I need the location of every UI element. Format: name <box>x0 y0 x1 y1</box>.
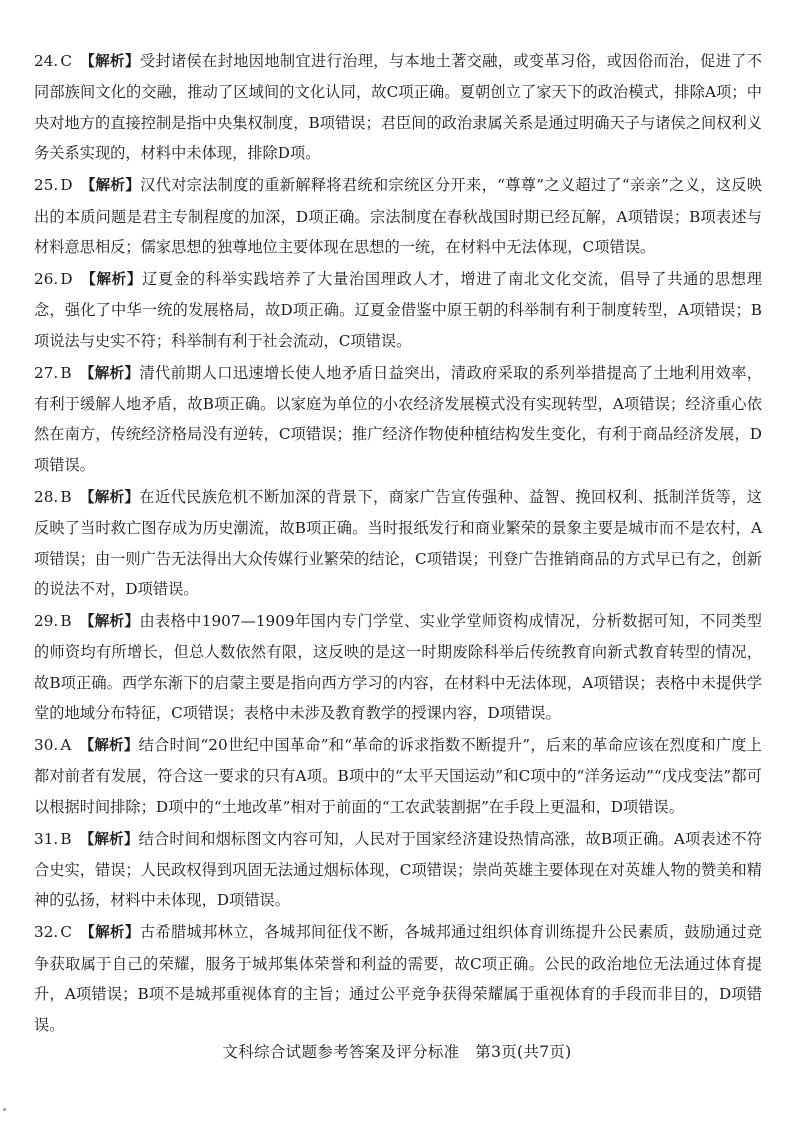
answer-choice: B <box>60 363 72 382</box>
analysis-text: 古希腊城邦林立，各城邦间征伐不断，各城邦通过组织体育训练提升公民素质，鼓励通过竞争获取属于自己的荣耀，服务于城邦集体荣誉和利益的需要，故C项正确。公民的政治地位无法通过体育提升，A项错误；B项不是城邦重视体育的主旨；通过公平竞争获得荣耀属于重视体育的手段而非目的，D项错误。 <box>34 923 762 1034</box>
answer-number: 30. <box>34 735 59 754</box>
analysis-tag: 【解析】 <box>79 613 140 630</box>
answer-choice: A <box>60 735 72 754</box>
answer-number: 24. <box>34 52 59 70</box>
answer-number: 26. <box>34 269 59 288</box>
analysis-text: 由表格中1907—1909年国内专门学堂、实业学堂师资构成情况，分析数据可知，不同类型的师资均有所增长，但总人数依然有限，这反映的是这一时期废除科举后传统教育向新式教育转型的情况，故B项正确。西学东渐下的启蒙主要是指向西方学习的内容，在材料中无法体现，A项错误；表格中未提供学堂的地域分布特征，C项错误；表格中未涉及教育教学的授课内容，D项错误。 <box>34 611 763 723</box>
analysis-text: 汉代对宗法制度的重新解释将君统和宗统区分开来，“尊尊”之义超过了“亲亲”之义，这反映出的本质问题是君主专制程度的加深，D项正确。宗法制度在春秋战国时期已经瓦解，A项错误；B项表述与材料意思相反；儒家思想的独尊地位主要体现在思想的一统，在材料中无法体现，C项错误。 <box>34 176 762 256</box>
page-footer: 文科综合试题参考答案及评分标准 第3页(共7页) <box>222 1043 572 1061</box>
answer-item-25 <box>34 170 762 262</box>
answer-number: 29. <box>34 611 59 630</box>
analysis-text: 受封诸侯在封地因地制宜进行治理，与本地土著交融，或变革习俗，或因俗而治，促进了不同部族间文化的交融，推动了区域间的文化认同，故C项正确。夏朝创立了家天下的政治模式，排除A项；中央对地方的直接控制是指中央集权制度，B项错误；君臣间的政治隶属关系是通过明确天子与诸侯之间权利义务关系实现的，材料中未体现，排除D项。 <box>34 52 762 163</box>
answer-choice: C <box>60 52 72 70</box>
analysis-text: 在近代民族危机不断加深的背景下，商家广告宣传强种、益智、挽回权利、抵制洋货等，这反映了当时救亡图存成为历史潮流，故B项正确。当时报纸发行和商业繁荣的景象主要是城市而不是农村，A项错误；由一则广告无法得出大众传媒行业繁荣的结论，C项错误；刊登广告推销商品的方式早已有之，创新的说法不对，D项错误。 <box>34 487 763 598</box>
answer-item-27 <box>34 358 762 481</box>
answer-item-32 <box>34 917 762 1040</box>
analysis-text: 清代前期人口迅速增长使人地矛盾日益突出，清政府采取的系列举措提高了土地利用效率，有利于缓解人地矛盾，故B项正确。以家庭为单位的小农经济发展模式没有实现转型，A项错误；经济重心依然在南方，传统经济格局没有逆转，C项错误；推广经济作物使种植结构发生变化，有利于商品经济发展，D项错误。 <box>34 363 763 474</box>
answer-list <box>34 46 762 1040</box>
answer-item-24 <box>34 46 762 169</box>
answer-item-30 <box>34 730 762 822</box>
answer-choice: C <box>60 923 72 942</box>
analysis-tag: 【解析】 <box>79 925 140 942</box>
answer-choice: D <box>60 269 73 288</box>
scan-speck <box>3 1108 6 1111</box>
answer-number: 28. <box>34 487 59 506</box>
answer-choice: B <box>60 487 72 506</box>
analysis-tag: 【解析】 <box>79 54 140 70</box>
answer-number: 32. <box>34 923 59 942</box>
answer-number: 27. <box>34 363 59 382</box>
answer-choice: B <box>60 829 72 848</box>
analysis-tag: 【解析】 <box>79 489 140 506</box>
analysis-text: 结合时间“20世纪中国革命”和“革命的诉求指数不断提升”，后来的革命应该在烈度和广度上都对前者有发展，符合这一要求的只有A项。B项中的“太平天国运动”和C项中的“洋务运动”“戊戌变法”都可以根据时间排除；D项中的“土地改革”相对于前面的“工农武装割据”在手段上更温和，D项错误。 <box>34 735 762 816</box>
analysis-tag: 【解析】 <box>80 178 141 195</box>
analysis-text: 辽夏金的科举实践培养了大量治国理政人才，增进了南北文化交流，倡导了共通的思想理念，强化了中华一统的发展格局，故D项正确。辽夏金借鉴中原王朝的科举制有利于制度转型，A项错误；B项说法与史实不符；科举制有利于社会流动，C项错误。 <box>34 269 763 350</box>
analysis-text: 结合时间和烟标图文内容可知，人民对于国家经济建设热情高涨，故B项正确。A项表述不符合史实，错误；人民政权得到巩固无法通过烟标体现，C项错误；崇尚英雄主要体现在对英雄人物的赞美和精神的弘扬，材料中未体现，D项错误。 <box>34 829 762 910</box>
answer-item-29 <box>34 606 762 729</box>
answer-item-26 <box>34 264 762 356</box>
analysis-tag: 【解析】 <box>79 737 139 754</box>
answer-number: 25. <box>34 176 59 195</box>
answer-choice: D <box>60 176 73 195</box>
analysis-tag: 【解析】 <box>79 831 139 848</box>
answer-item-28 <box>34 482 762 605</box>
answer-item-31 <box>34 824 762 916</box>
analysis-tag: 【解析】 <box>79 365 140 382</box>
analysis-tag: 【解析】 <box>80 271 143 288</box>
answer-number: 31. <box>34 829 59 848</box>
answer-choice: B <box>60 611 72 630</box>
